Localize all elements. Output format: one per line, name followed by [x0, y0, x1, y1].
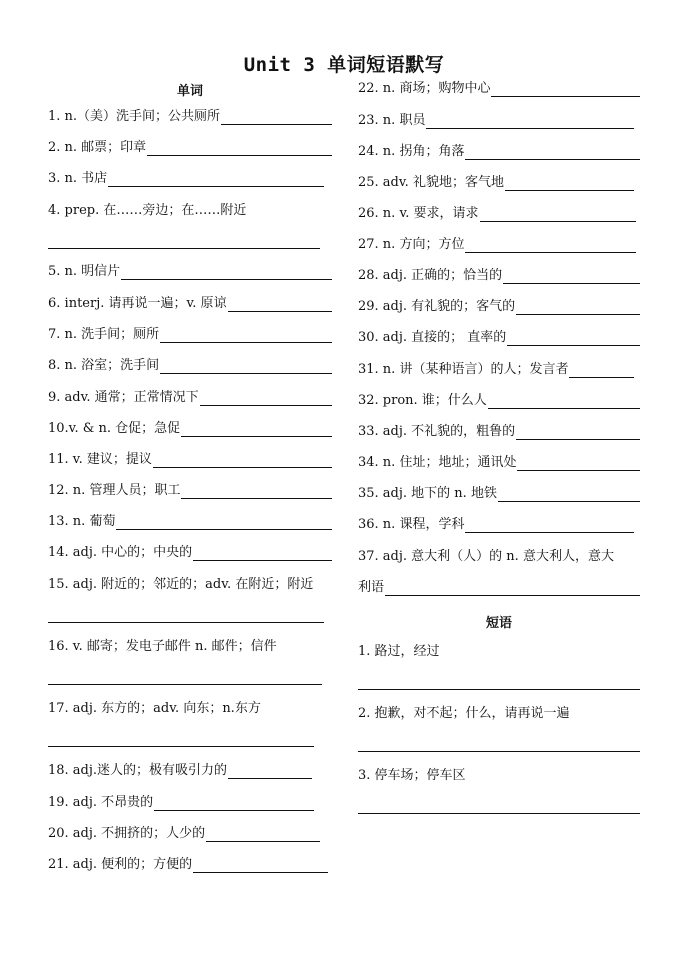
- list-item: 2. 抱歉，对不起；什么，请再说一遍: [358, 706, 570, 721]
- answer-blank[interactable]: [228, 297, 332, 312]
- answer-line[interactable]: [358, 813, 640, 814]
- list-item: 5. n. 明信片: [48, 264, 332, 280]
- list-item: 1. n.（美）洗手间；公共厕所: [48, 109, 332, 125]
- list-item: 31. n. 讲（某种语言）的人；发言者: [358, 362, 634, 378]
- answer-blank[interactable]: [488, 394, 640, 409]
- list-item: 利语: [358, 580, 640, 596]
- answer-blank[interactable]: [181, 484, 332, 499]
- answer-blank[interactable]: [160, 328, 332, 343]
- list-item: 25. adv. 礼貌地；客气地: [358, 175, 634, 191]
- answer-blank[interactable]: [507, 331, 640, 346]
- list-item: 6. interj. 请再说一遍；v. 原谅: [48, 296, 332, 312]
- answer-blank[interactable]: [147, 141, 332, 156]
- list-item: 20. adj. 不拥挤的；人少的: [48, 826, 320, 842]
- answer-blank[interactable]: [154, 796, 314, 811]
- list-item: 3. n. 书店: [48, 171, 324, 187]
- answer-blank[interactable]: [503, 269, 640, 284]
- answer-blank[interactable]: [465, 518, 634, 533]
- answer-blank[interactable]: [491, 82, 640, 97]
- list-item: 2. n. 邮票；印章: [48, 140, 332, 156]
- answer-blank[interactable]: [160, 359, 332, 374]
- list-item: 13. n. 葡萄: [48, 514, 332, 530]
- answer-line[interactable]: [358, 689, 640, 690]
- answer-blank[interactable]: [193, 546, 332, 561]
- answer-blank[interactable]: [221, 110, 332, 125]
- answer-blank[interactable]: [385, 581, 640, 596]
- list-item: 7. n. 洗手间；厕所: [48, 327, 332, 343]
- title-text: Unit 3 单词短语默写: [243, 54, 445, 76]
- list-item: 36. n. 课程，学科: [358, 517, 634, 533]
- answer-blank[interactable]: [228, 764, 312, 779]
- list-item: 34. n. 住址；地址；通讯处: [358, 455, 640, 471]
- list-item: 22. n. 商场；购物中心: [358, 81, 640, 97]
- answer-blank[interactable]: [517, 456, 640, 471]
- list-item: 27. n. 方向；方位: [358, 237, 636, 253]
- answer-blank[interactable]: [480, 207, 636, 222]
- answer-blank[interactable]: [426, 114, 634, 129]
- list-item: 15. adj. 附近的；邻近的；adv. 在附近；附近: [48, 577, 314, 592]
- list-item: 3. 停车场；停车区: [358, 768, 466, 783]
- list-item: 10.v. & n. 仓促；急促: [48, 421, 332, 437]
- words-heading: 单词: [176, 84, 203, 99]
- answer-blank[interactable]: [121, 265, 332, 280]
- answer-blank[interactable]: [569, 363, 634, 378]
- list-item: 4. prep. 在……旁边；在……附近: [48, 203, 247, 218]
- list-item: 26. n. v. 要求，请求: [358, 206, 636, 222]
- page-title: [0, 50, 688, 77]
- answer-blank[interactable]: [206, 827, 320, 842]
- answer-blank[interactable]: [153, 453, 332, 468]
- list-item: 8. n. 浴室；洗手间: [48, 358, 332, 374]
- answer-line[interactable]: [48, 248, 320, 249]
- list-item: 30. adj. 直接的； 直率的: [358, 330, 640, 346]
- answer-blank[interactable]: [516, 300, 640, 315]
- list-item: 35. adj. 地下的 n. 地铁: [358, 486, 640, 502]
- list-item: 12. n. 管理人员；职工: [48, 483, 332, 499]
- list-item: 14. adj. 中心的；中央的: [48, 545, 332, 561]
- answer-blank[interactable]: [108, 172, 324, 187]
- list-item: 16. v. 邮寄；发电子邮件 n. 邮件；信件: [48, 639, 277, 654]
- list-item: 17. adj. 东方的；adv. 向东；n.东方: [48, 701, 261, 716]
- answer-blank[interactable]: [116, 515, 332, 530]
- answer-blank[interactable]: [193, 858, 328, 873]
- list-item: 32. pron. 谁；什么人: [358, 393, 640, 409]
- answer-line[interactable]: [358, 751, 640, 752]
- answer-blank[interactable]: [200, 391, 332, 406]
- list-item: 11. v. 建议；提议: [48, 452, 332, 468]
- answer-blank[interactable]: [505, 176, 634, 191]
- list-item: 18. adj.迷人的；极有吸引力的: [48, 763, 312, 779]
- list-item: 24. n. 拐角；角落: [358, 144, 640, 160]
- answer-line[interactable]: [48, 746, 314, 747]
- answer-blank[interactable]: [465, 145, 640, 160]
- answer-blank[interactable]: [465, 238, 636, 253]
- list-item: 1. 路过，经过: [358, 644, 440, 659]
- list-item: 37. adj. 意大利（人）的 n. 意大利人，意大: [358, 549, 614, 564]
- list-item: 29. adj. 有礼貌的；客气的: [358, 299, 640, 315]
- list-item: 33. adj. 不礼貌的，粗鲁的: [358, 424, 640, 440]
- list-item: 28. adj. 正确的；恰当的: [358, 268, 640, 284]
- answer-blank[interactable]: [498, 487, 640, 502]
- answer-line[interactable]: [48, 622, 324, 623]
- answer-blank[interactable]: [516, 425, 640, 440]
- list-item: 23. n. 职员: [358, 113, 634, 129]
- list-item: 21. adj. 便利的；方便的: [48, 857, 328, 873]
- list-item: 9. adv. 通常；正常情况下: [48, 390, 332, 406]
- list-item: 19. adj. 不昂贵的: [48, 795, 314, 811]
- phrases-heading: 短语: [485, 616, 512, 631]
- answer-blank[interactable]: [181, 422, 332, 437]
- answer-line[interactable]: [48, 684, 322, 685]
